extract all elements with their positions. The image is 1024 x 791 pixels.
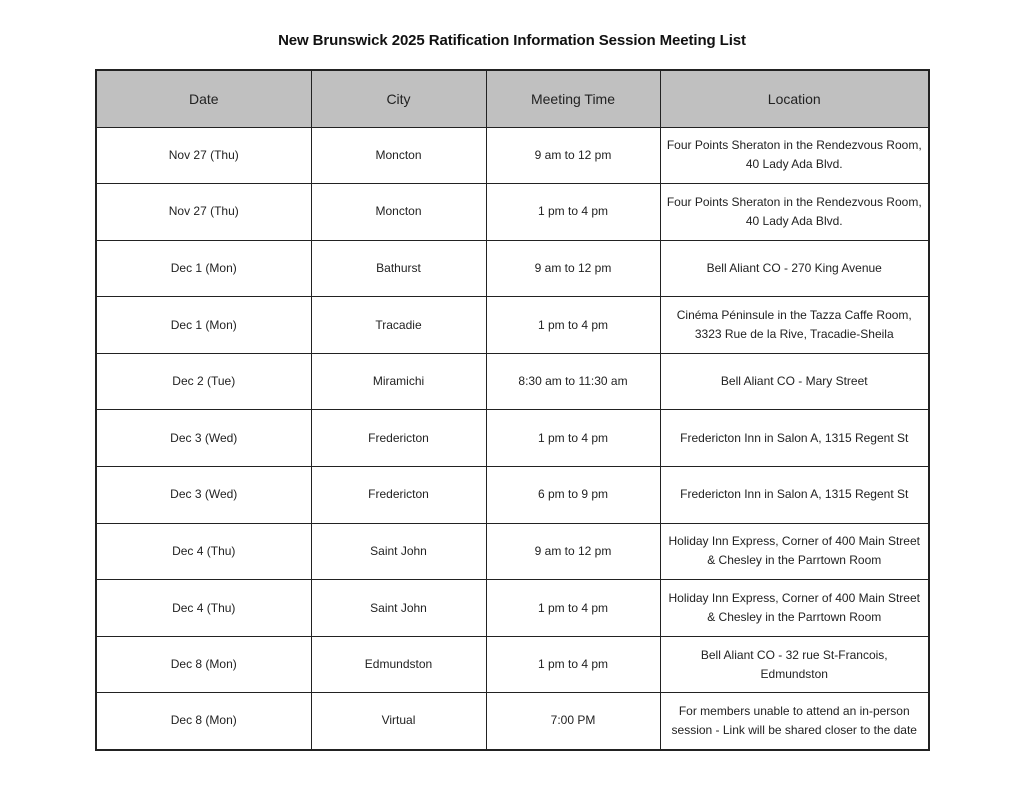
cell-location bbox=[660, 636, 929, 693]
cell-city: Tracadie bbox=[311, 297, 486, 354]
cell-city: Miramichi bbox=[311, 353, 486, 410]
column-header-date: Date bbox=[96, 70, 311, 127]
cell-location bbox=[660, 184, 929, 241]
cell-date: Dec 8 (Mon) bbox=[96, 636, 311, 693]
table-row bbox=[96, 240, 929, 297]
cell-city: Saint John bbox=[311, 580, 486, 637]
cell-date: Nov 27 (Thu) bbox=[96, 127, 311, 184]
cell-meeting-time: 1 pm to 4 pm bbox=[486, 580, 660, 637]
table-row bbox=[96, 127, 929, 184]
location-line: Holiday Inn Express, Corner of 400 Main Street bbox=[668, 591, 920, 606]
cell-date: Dec 2 (Tue) bbox=[96, 353, 311, 410]
location-line: session - Link will be shared closer to the date bbox=[671, 722, 917, 737]
location-line: Bell Aliant CO - 270 King Avenue bbox=[706, 260, 882, 275]
location-line: & Chesley in the Parrtown Room bbox=[707, 610, 882, 625]
cell-date: Dec 8 (Mon) bbox=[96, 693, 311, 750]
cell-meeting-time: 7:00 PM bbox=[486, 693, 660, 750]
cell-meeting-time: 9 am to 12 pm bbox=[486, 240, 660, 297]
column-header-city: City bbox=[311, 70, 486, 127]
location-line: Bell Aliant CO - Mary Street bbox=[720, 374, 868, 389]
page-title: New Brunswick 2025 Ratification Information Session Meeting List bbox=[278, 32, 746, 49]
cell-location bbox=[660, 467, 929, 524]
table-body bbox=[96, 127, 929, 750]
table-row bbox=[96, 580, 929, 637]
cell-location bbox=[660, 580, 929, 637]
cell-meeting-time: 9 am to 12 pm bbox=[486, 127, 660, 184]
cell-location bbox=[660, 353, 929, 410]
table-row bbox=[96, 636, 929, 693]
location-line: Fredericton Inn in Salon A, 1315 Regent St bbox=[680, 487, 909, 502]
cell-location bbox=[660, 240, 929, 297]
cell-date: Dec 4 (Thu) bbox=[96, 580, 311, 637]
location-line: Cinéma Péninsule in the Tazza Caffe Room, bbox=[676, 308, 912, 323]
location-line: 40 Lady Ada Blvd. bbox=[745, 157, 843, 172]
cell-city: Fredericton bbox=[311, 467, 486, 524]
table-row bbox=[96, 693, 929, 750]
cell-location bbox=[660, 127, 929, 184]
cell-location bbox=[660, 523, 929, 580]
location-line: Bell Aliant CO - 32 rue St-Francois, bbox=[700, 647, 888, 662]
table-row bbox=[96, 523, 929, 580]
meeting-list-table bbox=[95, 69, 930, 751]
location-line: Edmundston bbox=[760, 666, 828, 681]
location-line: & Chesley in the Parrtown Room bbox=[707, 553, 882, 568]
cell-date: Dec 3 (Wed) bbox=[96, 467, 311, 524]
table-row bbox=[96, 184, 929, 241]
location-line: Holiday Inn Express, Corner of 400 Main Street bbox=[668, 534, 920, 549]
table-row bbox=[96, 297, 929, 354]
table-header-row bbox=[96, 70, 929, 127]
cell-city: Virtual bbox=[311, 693, 486, 750]
cell-location bbox=[660, 297, 929, 354]
location-line: 3323 Rue de la Rive, Tracadie-Sheila bbox=[694, 327, 894, 342]
cell-city: Fredericton bbox=[311, 410, 486, 467]
cell-meeting-time: 9 am to 12 pm bbox=[486, 523, 660, 580]
cell-location bbox=[660, 693, 929, 750]
cell-location bbox=[660, 410, 929, 467]
cell-date: Dec 1 (Mon) bbox=[96, 297, 311, 354]
cell-city: Moncton bbox=[311, 127, 486, 184]
cell-meeting-time: 1 pm to 4 pm bbox=[486, 297, 660, 354]
cell-meeting-time: 1 pm to 4 pm bbox=[486, 410, 660, 467]
cell-city: Saint John bbox=[311, 523, 486, 580]
cell-meeting-time: 6 pm to 9 pm bbox=[486, 467, 660, 524]
cell-meeting-time: 1 pm to 4 pm bbox=[486, 636, 660, 693]
cell-date: Dec 3 (Wed) bbox=[96, 410, 311, 467]
table-row bbox=[96, 410, 929, 467]
table-row bbox=[96, 467, 929, 524]
cell-city: Moncton bbox=[311, 184, 486, 241]
location-line: Four Points Sheraton in the Rendezvous Room, bbox=[666, 138, 922, 153]
cell-meeting-time: 1 pm to 4 pm bbox=[486, 184, 660, 241]
cell-city: Edmundston bbox=[311, 636, 486, 693]
table-row bbox=[96, 353, 929, 410]
location-line: 40 Lady Ada Blvd. bbox=[745, 213, 843, 228]
cell-date: Dec 4 (Thu) bbox=[96, 523, 311, 580]
cell-city: Bathurst bbox=[311, 240, 486, 297]
cell-date: Dec 1 (Mon) bbox=[96, 240, 311, 297]
location-line: Fredericton Inn in Salon A, 1315 Regent St bbox=[680, 430, 909, 445]
column-header-location: Location bbox=[660, 70, 929, 127]
column-header-meeting-time: Meeting Time bbox=[486, 70, 660, 127]
cell-date: Nov 27 (Thu) bbox=[96, 184, 311, 241]
location-line: Four Points Sheraton in the Rendezvous Room, bbox=[666, 194, 922, 209]
location-line: For members unable to attend an in-person bbox=[678, 703, 910, 718]
cell-meeting-time: 8:30 am to 11:30 am bbox=[486, 353, 660, 410]
